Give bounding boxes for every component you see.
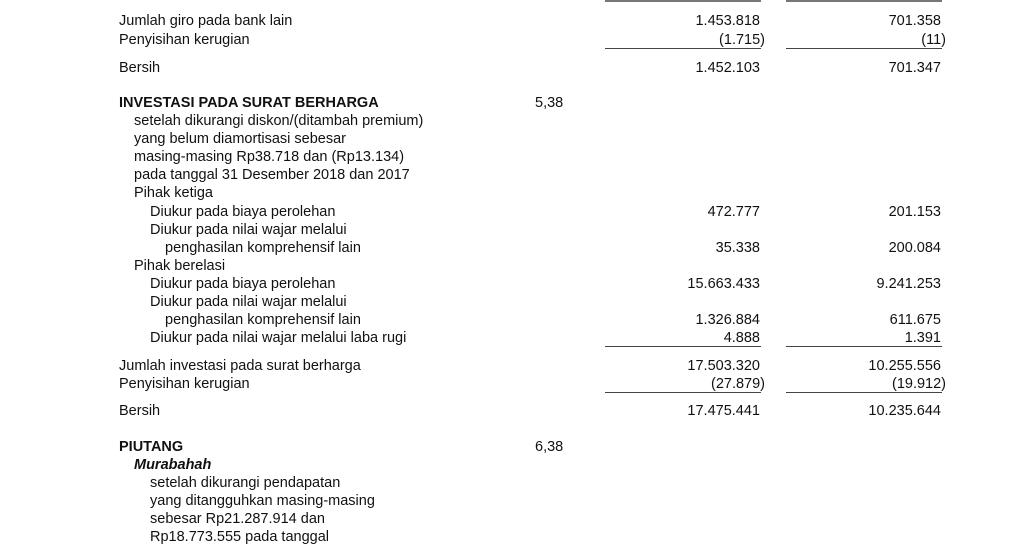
value-2017: 201.153	[888, 204, 941, 220]
piutang-heading-row	[0, 438, 1024, 456]
value-2018: 4.888	[723, 330, 760, 346]
note-ref: 6,38	[535, 439, 564, 455]
section-heading: INVESTASI PADA SURAT BERHARGA	[119, 95, 379, 111]
investasi-net-row	[0, 402, 1024, 420]
value-2017: (11)	[921, 32, 946, 48]
tp-cost-row	[0, 203, 1024, 221]
note-ref: 5,38	[535, 95, 564, 111]
label: Diukur pada nilai wajar melalui	[150, 222, 347, 238]
label: Jumlah giro pada bank lain	[119, 13, 293, 29]
value-2017: (19.912)	[891, 376, 946, 392]
underline	[786, 48, 942, 49]
value-2018: 1.453.818	[695, 13, 760, 29]
value-2018: 17.503.320	[687, 358, 760, 374]
label: Bersih	[119, 403, 161, 419]
label: Jumlah investasi pada surat berharga	[119, 358, 361, 374]
label: Diukur pada nilai wajar melalui	[150, 294, 347, 310]
description-line: setelah dikurangi diskon/(ditambah premium)	[134, 113, 424, 129]
investasi-heading-row	[0, 94, 1024, 112]
value-2017: 1.391	[904, 330, 941, 346]
section-heading: PIUTANG	[119, 439, 184, 455]
underline	[786, 392, 942, 393]
value-2017: 9.241.253	[876, 276, 941, 292]
tp-fv-row	[0, 239, 1024, 257]
value-2017: 200.084	[888, 240, 941, 256]
label: penghasilan komprehensif lain	[165, 240, 361, 256]
giro-total-row	[0, 12, 1024, 30]
value-2017: 701.358	[888, 13, 941, 29]
value-2018: (27.879)	[710, 376, 765, 392]
description-line: pada tanggal 31 Desember 2018 dan 2017	[134, 167, 410, 183]
value-2017: 10.235.644	[868, 403, 941, 419]
label: Diukur pada biaya perolehan	[150, 276, 336, 292]
third-party-label: Pihak ketiga	[134, 185, 213, 201]
underline	[786, 346, 942, 347]
rp-pl-row	[0, 329, 1024, 347]
value-2017: 10.255.556	[868, 358, 941, 374]
value-2018: 472.777	[707, 204, 760, 220]
giro-net-row	[0, 59, 1024, 77]
top-rule-col2	[786, 0, 942, 2]
value-2017: 611.675	[889, 312, 941, 328]
description-line: sebesar Rp21.287.914 dan	[150, 511, 325, 527]
value-2018: 1.452.103	[695, 60, 760, 76]
underline	[605, 392, 761, 393]
value-2018: 17.475.441	[687, 403, 760, 419]
rp-fv-row	[0, 311, 1024, 329]
label: penghasilan komprehensif lain	[165, 312, 361, 328]
label: Diukur pada biaya perolehan	[150, 204, 336, 220]
value-2018: (1.715)	[719, 32, 765, 48]
investasi-total-row	[0, 357, 1024, 375]
description-line: masing-masing Rp38.718 dan (Rp13.134)	[134, 149, 405, 165]
description-line: yang ditangguhkan masing-masing	[150, 493, 375, 509]
underline	[605, 346, 761, 347]
description-line: setelah dikurangi pendapatan	[150, 475, 341, 491]
investasi-allowance-row	[0, 375, 1024, 393]
description-line: yang belum diamortisasi sebesar	[134, 131, 346, 147]
subheading: Murabahah	[134, 457, 212, 473]
giro-allowance-row	[0, 31, 1024, 49]
label: Penyisihan kerugian	[119, 376, 250, 392]
underline	[605, 48, 761, 49]
label: Bersih	[119, 60, 161, 76]
related-party-label: Pihak berelasi	[134, 258, 226, 274]
description-line: Rp18.773.555 pada tanggal	[150, 529, 329, 545]
value-2017: 701.347	[888, 60, 941, 76]
value-2018: 1.326.884	[695, 312, 760, 328]
label: Penyisihan kerugian	[119, 32, 250, 48]
value-2018: 35.338	[715, 240, 760, 256]
label: Diukur pada nilai wajar melalui laba rugi	[150, 330, 407, 346]
top-rule-col1	[605, 0, 761, 2]
rp-cost-row	[0, 275, 1024, 293]
value-2018: 15.663.433	[687, 276, 760, 292]
